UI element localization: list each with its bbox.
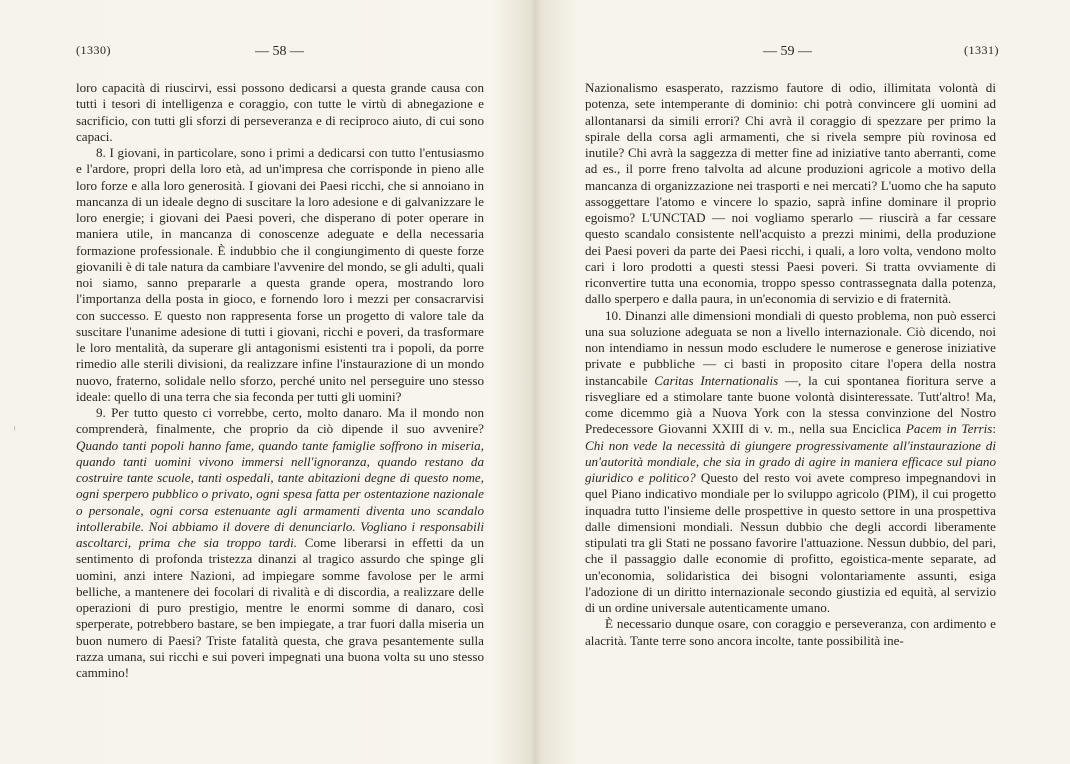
text-run: 10. Dinanzi alle dimensioni mondiali di questo problema, non può esserci una sua soluzione adeguata se non a livello internazionale. Ciò dicendo, noi non intendiamo in nessun modo escludere le numerose e generose iniziative private e pubbliche — ci basti in proposito citare l'opera della nostra instancabile [585,307,996,388]
text-run: Come liberarsi in effetti da un sentimento di profonda tristezza dinanzi al tragico assurdo che spinge gli uomini, anzi intere Nazioni, ad impiegare somme favolose per le armi belliche, a mantenere dei focolari di rivalità e di discordia, a realizzare delle operazioni di puro prestigio, mentre le enormi somme di danaro, così sperperate, potrebbero bastare, se ben impiegate, a trar fuori dalla miseria un buon numero di Paesi? Triste fatalità questa, che grava pesantemente sulla razza umana, sui ricchi e sui poveri impegnati una buona volta su uno stesso cammino! [76,535,484,680]
italic-text-run: Chi non vede la necessità di giungere progressivamente all'instaurazione di un'autorità mondiale, che sia in grado di agire in maniera efficace sul piano giuridico e politico? [585,437,996,485]
margin-mark: ᵎ [14,424,16,435]
text-run: 8. I giovani, in particolare, sono i primi a dedicarsi con tutto l'entusiasmo e l'ardore, propri della loro età, ad un'impresa che corrisponde in pieno alle loro forze e alla loro generosità. I giovani dei Paesi ricchi, che si annoiano in mancanza di un ideale degno di suscitare la loro adesione e di galvanizzare le loro energie; i giovani dei Paesi poveri, che disperano di poter operare in maniera utile, in mancanza di conoscenze adeguate e della necessaria formazione professionale. È indubbio che il congiungimento di queste forze giovanili è di tale natura da cambiare l'avvenire del mondo, se gli adulti, quali noi siamo, sanno prepararle a questa grande opera, mostrando loro l'importanza della posta in gioco, e fornendo loro i mezzi per consacrarvisi con successo. E questo non rappresenta forse un progetto di valore tale da suscitare l'unanime adesione di tutti i giovani, ricchi e poveri, da trasformare le loro mentalità, da superare gli antagonismi esistenti tra i popoli, da porre rimedio alle sterili divisioni, da realizzare infine l'instaurazione di un mondo nuovo, fraterno, solidale nello sforzo, perché unito nel perseguire uno stesso ideale: quello di una terra che sia feconda per tutti gli uomini? [76,145,484,404]
running-number: (1331) [964,43,999,57]
body-text [76,80,484,681]
running-number: (1330) [76,43,111,57]
text-run: —, la cui spontanea fioritura serve a risvegliare ed a stimolare tante buone volontà disinteressate. Tutt'altro! Ma, come dicemmo già a Nuova York con la stessa convinzione del Nostro Predecessore Giovanni XXIII di v. m., nella sua Enciclica [585,372,996,437]
right-page [535,0,1070,764]
text-run: Questo del resto voi avete compreso impegnandovi in quel Piano indicativo mondiale per lo sviluppo agricolo (PIM), il cui progetto inquadra tutto l'insieme delle prospettive in questo settore in una prospettiva dalle dimensioni mondiali. Nessun dubbio che degli accordi liberamente stipulati tra gli Stati ne possano favorire l'attuazione. Nessun dubbio, del pari, che il passaggio dalle economie di profitto, egoistica-mente separate, ad un'economia, solidaristica dei bisogni volontariamente assunti, esiga l'adozione di un diritto internazionale secondo giustizia ed equità, al servizio di un ordine universale autenticamente umano. [585,470,996,615]
page-number: — 58 — [255,44,304,59]
paragraph [76,145,484,405]
text-run: : [992,421,997,437]
paragraph [76,405,484,681]
italic-text-run: Caritas Internationalis [654,372,779,388]
italic-text-run: Quando tanti popoli hanno fame, quando tante famiglie soffrono in miseria, quando tanti uomini vivono immersi nell'ignoranza, quando restano da costruire tante scuole, tanti ospedali, tante abitazioni degne di questo nome, ogni sperpero pubblico o privato, ogni spesa fatta per ostentazione nazionale o personale, ogni corsa estenuante agli armamenti diventa uno scandalo intollerabile. Noi abbiamo il dovere di denunciarlo. Vogliano i responsabili ascoltarci, prima che sia troppo tardi. [76,437,484,550]
italic-text-run: Pacem in Terris [905,421,993,437]
paragraph [585,308,996,617]
text-run: Nazionalismo esasperato, razzismo fautore di odio, illimitata volontà di potenza, sete intemperante di dominio: chi potrà convincere gli uomini ad allontanarsi da simili errori? Chi avrà il coraggio di spezzare per primo la spirale della corsa agli armamenti, che si rivela sempre più rovinosa ed inutile? Chi avrà la saggezza di metter fine ad iniziative tanto aberranti, come ad es., il porre freno talvolta ad alcune produzioni agricole a motivo della mancanza di organizzazione nei trasporti e nei mercati? L'uomo che ha saputo assoggettare l'atomo e vincere lo spazio, saprà infine dominare il proprio egoismo? L'UNCTAD — noi vogliamo sperarlo — riuscirà a far cessare questo scandalo consistente nell'acquisto a prezzi minimi, della produzione dei Paesi poveri da parte dei Paesi ricchi, i quali, a loro volta, vendono molto cari i loro prodotti a questi stessi Paesi poveri. Si tratta ovviamente di riconvertire tutta una economia, troppo spesso contrassegnata dalla potenza, dallo sperpero e dalla paura, in un'economia di servizio e di fraternità. [585,80,996,307]
text-run: 9. Per tutto questo ci vorrebbe, certo, molto danaro. Ma il mondo non comprenderà, finalmente, che proprio da ciò dipende il suo avvenire? [76,405,484,437]
text-run: È necessario dunque osare, con coraggio e perseveranza, con ardimento e alacrità. Tante terre sono ancora incolte, tante possibilità ine- [585,616,996,648]
page-number: — 59 — [763,44,812,59]
text-run: loro capacità di riuscirvi, essi possono dedicarsi a questa grande causa con tutti i tesori di intelligenza e coraggio, con tutte le virtù di abnegazione e sacrificio, con tutti gli sforzi di perseveranza e di reciproco aiuto, di cui sono capaci. [76,80,484,144]
body-text [585,80,996,649]
paragraph [76,80,484,145]
paragraph [585,616,996,649]
paragraph [585,80,996,308]
